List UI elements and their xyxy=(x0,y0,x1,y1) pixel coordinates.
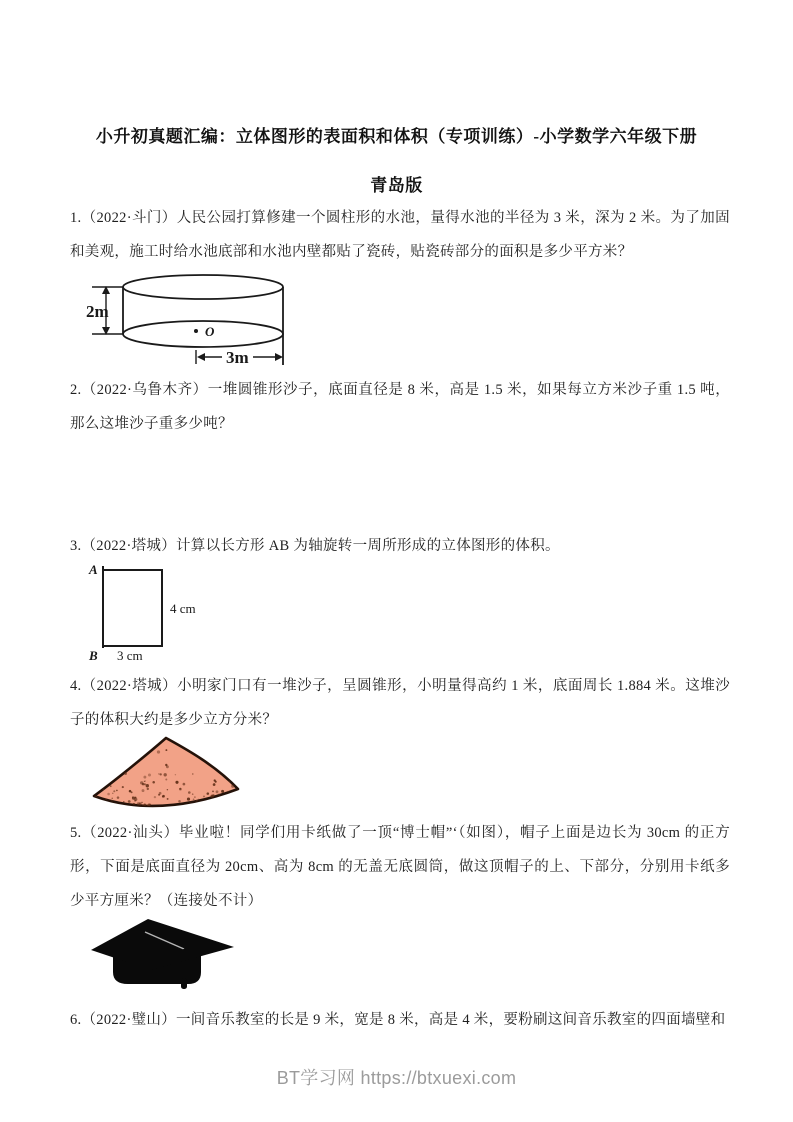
arrow-left-icon xyxy=(197,353,205,361)
site-watermark: BT学习网 https://btxuexi.com xyxy=(276,1068,517,1088)
cap-tassel-bulb xyxy=(181,978,187,989)
cylinder-diagram xyxy=(85,272,300,374)
cap-board xyxy=(91,919,234,970)
rectangle-width-label: 3 cm xyxy=(117,648,143,663)
problem-1-text: 1.（2022·斗门）人民公园打算修建一个圆柱形的水池，量得水池的半径为 3 米，深为 2 米。为了加固和美观，施工时给水池底部和水池内壁都贴了瓷砖，贴瓷砖部分的面积是多少平方米？ xyxy=(70,210,730,260)
problem-3-text: 3.（2022·塔城）计算以长方形 AB 为轴旋转一周所形成的立体图形的体积。 xyxy=(70,538,560,554)
vertex-b-label: B xyxy=(89,648,98,663)
arrow-right-icon xyxy=(275,353,283,361)
cap-silhouette xyxy=(91,919,234,989)
cylinder-radius-label: 3m xyxy=(226,348,249,367)
document-title-edition: 青岛版 xyxy=(370,176,423,195)
cylinder-center-label: O xyxy=(205,324,215,339)
cylinder-top-ellipse xyxy=(123,275,283,299)
problem-6-text: 6.（2022·璧山）一间音乐教室的长是 9 米，宽是 8 米，高是 4 米，要粉刷这间音乐教室的四面墙壁和 xyxy=(70,1012,726,1028)
cylinder-height-label: 2m xyxy=(86,302,109,321)
rectangle-diagram xyxy=(85,560,255,668)
problem-5-text: 5.（2022·汕头）毕业啦！同学们用卡纸做了一顶“博士帽”‘（如图），帽子上面是边长为 30cm 的正方形，下面是底面直径为 20cm、高为 8cm 的无盖无底圆筒，做这顶帽子的上、下部分，分别用卡纸多少平方厘米？（连接处不计） xyxy=(70,825,730,909)
sand-pile-image xyxy=(88,726,256,814)
graduation-cap-image xyxy=(88,916,238,1004)
document-title: 小升初真题汇编：立体图形的表面积和体积（专项训练）-小学数学六年级下册 xyxy=(95,127,698,146)
vertex-a-label: A xyxy=(89,562,98,577)
cylinder-bottom-ellipse xyxy=(123,321,283,347)
problem-4-text: 4.（2022·塔城）小明家门口有一堆沙子，呈圆锥形，小明量得高约 1 米，底面周长 1.884 米。这堆沙子的体积大约是多少立方分米？ xyxy=(70,678,730,728)
rectangle-height-label: 4 cm xyxy=(170,601,196,616)
problem-2-text: 2.（2022·乌鲁木齐）一堆圆锥形沙子，底面直径是 8 米，高是 1.5 米，如果每立方米沙子重 1.5 吨，那么这堆沙子重多少吨？ xyxy=(70,382,730,432)
center-dot xyxy=(194,329,198,333)
cone-shape xyxy=(94,738,238,806)
rectangle-shape xyxy=(103,570,162,646)
